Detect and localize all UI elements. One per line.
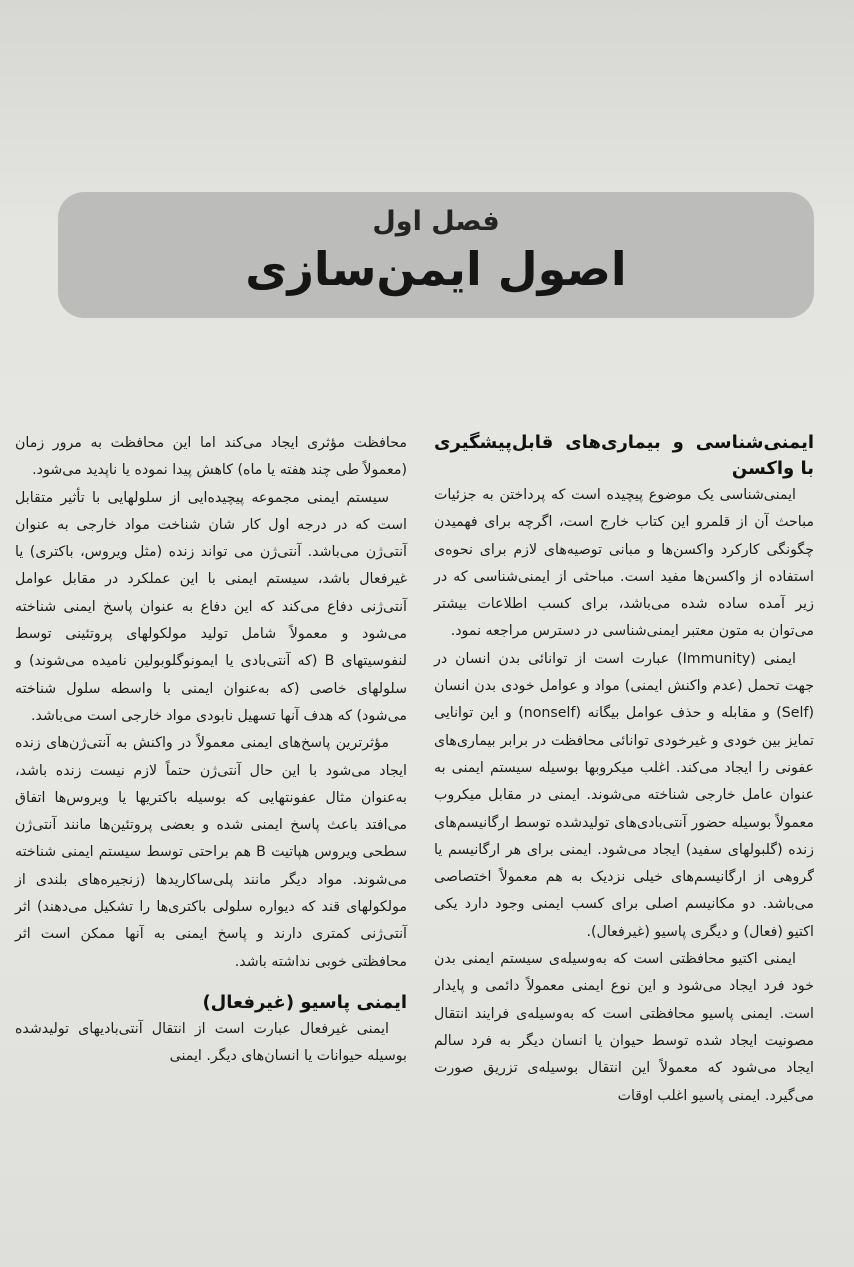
paragraph: محافظت مؤثری ایجاد می‌کند اما این محافظت به مرور زمان (معمولاً طی چند هفته یا ماه) کاهش پیدا نموده یا ناپدید می‌شود. — [15, 435, 407, 479]
section-heading-immunology: ایمنی‌شناسی و بیماری‌های قابل‌پیشگیری با واکسن — [434, 432, 814, 479]
paragraph: ایمنی غیرفعال عبارت است از انتقال آنتی‌بادیهای تولیدشده بوسیله حیوانات یا انسان‌های دیگر. ایمنی — [15, 1020, 407, 1065]
right-column — [434, 430, 814, 1110]
chapter-title: اصول ایمن‌سازی — [245, 242, 627, 296]
paragraph: ایمنی‌شناسی یک موضوع پیچیده است که پرداختن به جزئیات مباحث آن از قلمرو این کتاب خارج است، اگرچه برای فهمیدن چگونگی کارکرد واکسن‌ها و مبانی توصیه‌های لازم برای نحوه‌ی استفاده از واکسن‌ها مفید است. مباحثی از ایمنی‌شناسی که در زیر آمده ساده شده می‌باشد، برای کسب اطلاعات بیشتر می‌توان به متون معتبر ایمنی‌شناسی در دسترس مراجعه نمود. — [434, 487, 814, 640]
paragraph: ایمنی اکتیو محافظتی است که به‌وسیله‌ی سیستم ایمنی بدن خود فرد ایجاد می‌شود و این نوع ایمنی معمولاً دائمی و پایدار است. ایمنی پاسیو محافظتی است که به‌وسیله‌ی فرایند انتقال مصونیت ایجاد شده توسط حیوان یا انسان دیگر به فرد سالم ایجاد می‌شود که معمولاً این انتقال بوسیله‌ی تزریق صورت می‌گیرد. ایمنی پاسیو اغلب اوقات — [434, 951, 814, 1104]
chapter-banner — [58, 192, 814, 318]
paragraph: مؤثرترین پاسخ‌های ایمنی معمولاً در واکنش به آنتی‌ژن‌های زنده ایجاد می‌شود با این حال آنتی‌ژن حتماً لازم نیست زنده باشد، به‌عنوان مثال عفونتهایی که بوسیله باکتریها یا ویروس‌ها اتفاق می‌افتد باعث پاسخ ایمنی شده و بعضی پروتئین‌ها مانند آنتی‌ژن سطحی ویروس هپاتیت B هم براحتی توسط سیستم ایمنی شناخته می‌شوند. مواد دیگر مانند پلی‌ساکاریدها (زنجیره‌های بلندی از مولکولهای قند که دیواره سلولی باکتری‌ها را تشکیل می‌دهند) اثر آنتی‌ژنی کمتری دارند و پاسخ ایمنی به آنها ممکن است اثر محافظتی خوبی نداشته باشد. — [15, 735, 407, 970]
paragraph: سیستم ایمنی مجموعه پیچیده‌ایی از سلولهایی با تأثیر متقابل است که در درجه اول کار شان شناخت مواد خارجی به عنوان آنتی‌ژن می‌باشد. آنتی‌ژن می تواند زنده (مثل ویروس، باکتری) یا غیرفعال باشد، سیستم ایمنی با این عملکرد در مقابل عوامل آنتی‌ژنی دفاع می‌کند که این دفاع به عنوان پاسخ ایمنی شناخته می‌شود و معمولاً شامل تولید مولکولهای پروتئینی توسط لنفوسیتهای B (که آنتی‌بادی یا ایمونوگلوبولین نامیده می‌شوند) و سلولهای خاصی (که به‌عنوان ایمنی با واسطه سلول شناخته می‌شود) که هدف آنها تسهیل نابودی مواد خارجی است می‌باشد. — [15, 489, 407, 724]
paragraph: ایمنی (Immunity) عبارت است از توانائی بدن انسان در جهت تحمل (عدم واکنش ایمنی) مواد و عوامل خودی بدن انسان (Self) و مقابله و حذف عوامل بیگانه (nonself) و این توانایی تمایز بین خودی و غیرخودی توانائی محافظت در برابر بیماری‌های عفونی را ایجاد می‌کند. اغلب میکروبها بوسیله سیستم ایمنی به عنوان عامل خارجی شناخته می‌شوند. ایمنی در مقابل میکروب معمولاً بوسیله حضور آنتی‌بادی‌های تولیدشده توسط ارگانیسم‌های زنده (گلبولهای سفید) ایجاد می‌شود. ایمنی برای هر ارگانیسم یا گروهی از ارگانیسم‌های خیلی نزدیک به هم معمولاً اختصاصی می‌باشد. دو مکانیسم اصلی برای کسب ایمنی وجود دارد یکی اکتیو (فعال) و دیگری پاسیو (غیرفعال). — [434, 650, 814, 940]
section-heading-passive-immunity: ایمنی پاسیو (غیرفعال) — [202, 991, 407, 1013]
chapter-number: فصل اول — [372, 206, 500, 237]
left-column — [15, 430, 407, 1071]
